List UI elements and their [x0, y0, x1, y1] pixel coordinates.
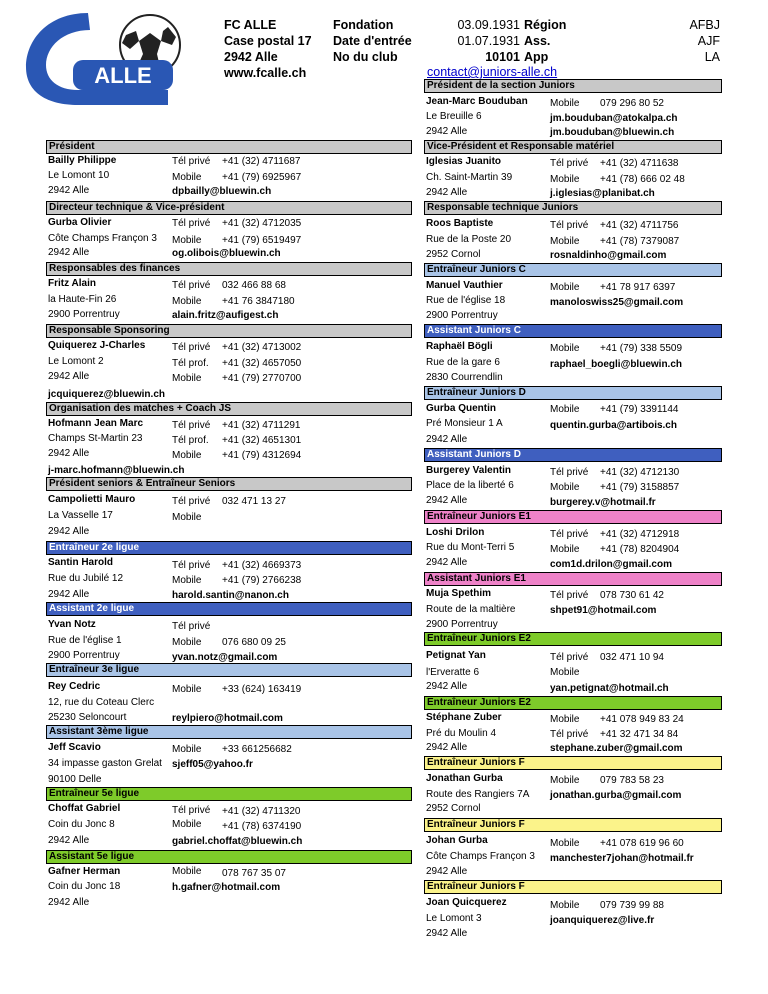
seniors-tel: 032 471 13 27	[222, 496, 286, 507]
ent-f3-street: Le Lomont 3	[426, 913, 482, 924]
logo-text: ALLE	[94, 63, 152, 88]
pres-juniors-email2[interactable]: jm.bouduban@bluewin.ch	[550, 127, 675, 138]
ass-d-mob-label: Mobile	[550, 482, 580, 493]
ent-c-street: Rue de l'église 18	[426, 295, 506, 306]
a5ligue-street: Coin du Jonc 18	[48, 881, 121, 892]
e5ligue-street: Coin du Jonc 8	[48, 819, 115, 830]
e5ligue-city: 2942 Alle	[48, 835, 90, 846]
directeur-email[interactable]: og.olibois@bluewin.ch	[172, 248, 281, 259]
sponsoring-name: Quiquerez J-Charles	[48, 340, 146, 351]
finances-name: Fritz Alain	[48, 278, 96, 289]
a3ligue-name: Jeff Scavio	[48, 742, 101, 753]
resp-tech-email[interactable]: rosnaldinho@gmail.com	[550, 250, 667, 261]
pres-juniors-city: 2942 Alle	[426, 126, 468, 137]
ent-f1-street: Route des Rangiers 7A	[426, 789, 530, 800]
ass-d-mob: +41 (79) 3158857	[600, 482, 680, 493]
ent-e2b-tel-label: Tél privé	[550, 729, 589, 740]
ent-f3-email[interactable]: joanquiquerez@live.fr	[550, 915, 655, 926]
a2ligue-street: Rue de l'église 1	[48, 635, 122, 646]
a5ligue-email[interactable]: h.gafner@hotmail.com	[172, 882, 281, 893]
e3ligue-mob: +33 (624) 163419	[222, 684, 302, 695]
a5ligue-city: 2942 Alle	[48, 897, 90, 908]
resp-tech-tel: +41 (32) 4711756	[600, 220, 679, 231]
ass-d-tel-label: Tél privé	[550, 467, 589, 478]
ent-e2b-tel: +41 32 471 34 84	[600, 729, 679, 740]
e3ligue-city: 25230 Seloncourt	[48, 712, 127, 723]
e2ligue-email[interactable]: harold.santin@nanon.ch	[172, 590, 289, 601]
pres-juniors-name: Jean-Marc Bouduban	[426, 96, 528, 107]
a3ligue-street: 34 impasse gaston Grelat	[48, 758, 162, 769]
section-pres-juniors: Président de la section Juniors	[424, 79, 722, 93]
ent-c-name: Manuel Vauthier	[426, 280, 503, 291]
e5ligue-tel-label: Tél privé	[172, 805, 211, 816]
section-president: Président	[46, 140, 412, 154]
ent-f1-email[interactable]: jonathan.gurba@gmail.com	[550, 790, 682, 801]
ent-e2a-mob-label: Mobile	[550, 667, 580, 678]
sponsoring-mob: +41 (79) 2770700	[222, 373, 302, 384]
ent-f1-city: 2952 Cornol	[426, 803, 481, 814]
vice-pres-tel: +41 (32) 4711638	[600, 158, 679, 169]
ass-c-email[interactable]: raphael_boegli@bluewin.ch	[550, 359, 682, 370]
ent-d-city: 2942 Alle	[426, 434, 468, 445]
ent-c-mob: +41 78 917 6397	[600, 282, 676, 293]
vice-pres-mob: +41 (78) 666 02 48	[600, 174, 685, 185]
value-fondation: 03.09.1931	[457, 18, 520, 32]
value-no-club: 10101	[485, 50, 520, 64]
seniors-mob-label: Mobile	[172, 512, 202, 523]
a2ligue-mob: 076 680 09 25	[222, 637, 286, 648]
ent-c-email[interactable]: manoloswiss25@gmail.com	[550, 297, 684, 308]
section-resp-tech: Responsable technique Juniors	[424, 201, 722, 215]
president-email[interactable]: dpbailly@bluewin.ch	[172, 186, 272, 197]
ent-f2-street: Côte Champs Françon 3	[426, 851, 535, 862]
a5ligue-mob: 078 767 35 07	[222, 868, 286, 879]
ent-f2-email[interactable]: manchester7johan@hotmail.fr	[550, 853, 694, 864]
ent-f1-mob-label: Mobile	[550, 775, 580, 786]
ent-f3-name: Joan Quicquerez	[426, 897, 507, 908]
ass-e1-email[interactable]: shpet91@hotmail.com	[550, 605, 657, 616]
organisation-email[interactable]: j-marc.hofmann@bluewin.ch	[48, 465, 185, 476]
section-organisation: Organisation des matches + Coach JS	[46, 402, 412, 416]
e2ligue-tel-label: Tél privé	[172, 560, 211, 571]
sponsoring-tel: +41 (32) 4713002	[222, 342, 302, 353]
ent-e2a-tel-label: Tél privé	[550, 652, 589, 663]
e2ligue-mob-label: Mobile	[172, 575, 202, 586]
seniors-street: La Vasselle 17	[48, 510, 113, 521]
e2ligue-name: Santin Harold	[48, 557, 114, 568]
e3ligue-email[interactable]: reylpiero@hotmail.com	[172, 713, 283, 724]
ent-e1-tel: +41 (32) 4712918	[600, 529, 680, 540]
e5ligue-tel: +41 (32) 4711320	[222, 806, 301, 817]
organisation-name: Hofmann Jean Marc	[48, 418, 144, 429]
ent-c-mob-label: Mobile	[550, 282, 580, 293]
club-city: 2942 Alle	[224, 50, 278, 64]
key-region: Région	[524, 18, 567, 32]
e2ligue-mob: +41 (79) 2766238	[222, 575, 302, 586]
organisation-mob: +41 (79) 4312694	[222, 450, 302, 461]
ent-f3-city: 2942 Alle	[426, 928, 468, 939]
seniors-city: 2942 Alle	[48, 526, 90, 537]
ent-e1-mob-label: Mobile	[550, 544, 580, 555]
section-ent-e1: Entraîneur Juniors E1	[424, 510, 722, 524]
ent-f2-city: 2942 Alle	[426, 866, 468, 877]
ent-f1-name: Jonathan Gurba	[426, 773, 503, 784]
ass-d-name: Burgerey Valentin	[426, 465, 512, 476]
ass-c-city: 2830 Courrendlin	[426, 372, 503, 383]
a3ligue-mob-label: Mobile	[172, 744, 202, 755]
a2ligue-name: Yvan Notz	[48, 619, 96, 630]
ent-d-street: Pré Monsieur 1 A	[426, 418, 503, 429]
club-web[interactable]: www.fcalle.ch	[224, 66, 307, 80]
pres-juniors-street: Le Breuille 6	[426, 111, 482, 122]
value-date-entree: 01.07.1931	[457, 34, 520, 48]
sponsoring-tel2: +41 (32) 4657050	[222, 358, 302, 369]
code-region: AFBJ	[689, 18, 720, 32]
pres-juniors-mob: 079 296 80 52	[600, 98, 664, 109]
ent-e2b-city: 2942 Alle	[426, 742, 468, 753]
ent-e2b-mob: +41 078 949 83 24	[600, 714, 684, 725]
ent-e2b-email[interactable]: stephane.zuber@gmail.com	[550, 743, 683, 754]
organisation-tel2-label: Tél prof.	[172, 435, 209, 446]
vice-pres-street: Ch. Saint-Martin 39	[426, 172, 513, 183]
section-a2ligue: Assistant 2e ligue	[46, 602, 412, 616]
president-tel-label: Tél privé	[172, 156, 211, 167]
organisation-tel2: +41 (32) 4651301	[222, 435, 302, 446]
section-ass-e1: Assistant Juniors E1	[424, 572, 722, 586]
section-ass-d: Assistant Juniors D	[424, 448, 722, 462]
section-directeur: Directeur technique & Vice-président	[46, 201, 412, 215]
section-ent-e2a: Entraîneur Juniors E2	[424, 632, 722, 646]
section-ass-c: Assistant Juniors C	[424, 324, 722, 338]
directeur-name: Gurba Olivier	[48, 217, 112, 228]
vice-pres-name: Iglesias Juanito	[426, 156, 502, 167]
ass-c-name: Raphaël Bögli	[426, 341, 493, 352]
e5ligue-name: Choffat Gabriel	[48, 803, 121, 814]
ent-f2-mob: +41 078 619 96 60	[600, 838, 684, 849]
ent-f2-mob-label: Mobile	[550, 838, 580, 849]
president-name: Bailly Philippe	[48, 155, 117, 166]
club-logo	[18, 5, 193, 111]
president-mob: +41 (79) 6925967	[222, 172, 302, 183]
ass-d-tel: +41 (32) 4712130	[600, 467, 680, 478]
ent-e1-street: Rue du Mont-Terri 5	[426, 542, 515, 553]
president-tel: +41 (32) 4711687	[222, 156, 301, 167]
ent-e1-mob: +41 (78) 8204904	[600, 544, 680, 555]
key-app: App	[524, 50, 549, 64]
president-city: 2942 Alle	[48, 185, 90, 196]
seniors-name: Campolietti Mauro	[48, 494, 136, 505]
ent-d-email[interactable]: quentin.gurba@artibois.ch	[550, 420, 677, 431]
ent-e2b-street: Pré du Moulin 4	[426, 728, 497, 739]
ent-e2a-city: 2942 Alle	[426, 681, 468, 692]
ent-e1-email[interactable]: com1d.drilon@gmail.com	[550, 559, 672, 570]
directeur-tel-label: Tél privé	[172, 218, 211, 229]
e3ligue-street: 12, rue du Coteau Clerc	[48, 697, 155, 708]
e5ligue-mob-label: Mobile	[172, 819, 202, 830]
section-e2ligue: Entraîneur 2e ligue	[46, 541, 412, 555]
section-ent-c: Entraîneur Juniors C	[424, 263, 722, 277]
a2ligue-tel-label: Tél privé	[172, 621, 211, 632]
finances-mob: +41 76 3847180	[222, 296, 295, 307]
label-date-entree: Date d'entrée	[333, 34, 412, 48]
ass-e1-name: Muja Spethim	[426, 588, 492, 599]
ent-e2b-name: Stéphane Zuber	[426, 712, 502, 723]
organisation-street: Champs St-Martin 23	[48, 433, 143, 444]
a3ligue-email[interactable]: sjeff05@yahoo.fr	[172, 759, 253, 770]
a2ligue-mob-label: Mobile	[172, 637, 202, 648]
e3ligue-name: Rey Cedric	[48, 681, 101, 692]
e2ligue-tel: +41 (32) 4669373	[222, 560, 302, 571]
president-street: Le Lomont 10	[48, 170, 110, 181]
section-vice-pres: Vice-Président et Responsable matériel	[424, 140, 722, 154]
seniors-tel-label: Tél privé	[172, 496, 211, 507]
vice-pres-mob-label: Mobile	[550, 174, 580, 185]
ass-e1-city: 2900 Porrentruy	[426, 619, 498, 630]
section-ent-e2b: Entraîneur Juniors E2	[424, 696, 722, 710]
ent-e2a-tel: 032 471 10 94	[600, 652, 664, 663]
resp-tech-name: Roos Baptiste	[426, 218, 494, 229]
finances-email[interactable]: alain.fritz@aufigest.ch	[172, 310, 279, 321]
ent-d-mob: +41 (79) 3391144	[600, 404, 679, 415]
organisation-tel-label: Tél privé	[172, 420, 211, 431]
ass-d-email[interactable]: burgerey.v@hotmail.fr	[550, 497, 656, 508]
sponsoring-tel2-label: Tél prof.	[172, 358, 209, 369]
section-a3ligue: Assistant 3ème ligue	[46, 725, 412, 739]
directeur-mob-label: Mobile	[172, 235, 202, 246]
a5ligue-mob-label: Mobile	[172, 866, 202, 877]
sponsoring-email[interactable]: jcquiquerez@bluewin.ch	[48, 389, 165, 400]
contact-email-link[interactable]: contact@juniors-alle.ch	[427, 65, 558, 79]
ent-e2a-name: Petignat Yan	[426, 650, 486, 661]
a5ligue-name: Gafner Herman	[48, 866, 121, 877]
directeur-street: Côte Champs Françon 3	[48, 233, 157, 244]
president-mob-label: Mobile	[172, 172, 202, 183]
club-address: Case postal 17	[224, 34, 312, 48]
section-ent-f2: Entraîneur Juniors F	[424, 818, 722, 832]
sponsoring-city: 2942 Alle	[48, 371, 90, 382]
pres-juniors-mob-label: Mobile	[550, 98, 580, 109]
ass-e1-tel-label: Tél privé	[550, 590, 589, 601]
ent-f1-mob: 079 783 58 23	[600, 775, 664, 786]
code-app: LA	[704, 50, 720, 64]
a3ligue-city: 90100 Delle	[48, 774, 102, 785]
a2ligue-email[interactable]: yvan.notz@gmail.com	[172, 652, 278, 663]
ass-c-street: Rue de la gare 6	[426, 357, 500, 368]
ent-d-name: Gurba Quentin	[426, 403, 496, 414]
organisation-mob-label: Mobile	[172, 450, 202, 461]
ent-c-city: 2900 Porrentruy	[426, 310, 498, 321]
ent-f2-name: Johan Gurba	[426, 835, 488, 846]
resp-tech-mob: +41 (78) 7379087	[600, 236, 680, 247]
directeur-mob: +41 (79) 6519497	[222, 235, 302, 246]
ent-e1-city: 2942 Alle	[426, 557, 468, 568]
section-ent-f3: Entraîneur Juniors F	[424, 880, 722, 894]
ass-c-mob: +41 (79) 338 5509	[600, 343, 683, 354]
e3ligue-mob-label: Mobile	[172, 684, 202, 695]
code-ass: AJF	[697, 34, 720, 48]
sponsoring-street: Le Lomont 2	[48, 356, 104, 367]
label-fondation: Fondation	[333, 18, 394, 32]
ent-e1-tel-label: Tél privé	[550, 529, 589, 540]
vice-pres-tel-label: Tél privé	[550, 158, 589, 169]
sponsoring-mob-label: Mobile	[172, 373, 202, 384]
e2ligue-street: Rue du Jubilé 12	[48, 573, 124, 584]
section-ent-f1: Entraîneur Juniors F	[424, 756, 722, 770]
section-a5ligue: Assistant 5e ligue	[46, 850, 412, 864]
e5ligue-email[interactable]: gabriel.choffat@bluewin.ch	[172, 836, 303, 847]
ent-e2a-street: l'Erveratte 6	[426, 667, 480, 678]
section-ent-d: Entraîneur Juniors D	[424, 386, 722, 400]
section-seniors: Président seniors & Entraîneur Seniors	[46, 477, 412, 491]
resp-tech-tel-label: Tél privé	[550, 220, 589, 231]
pres-juniors-email[interactable]: jm.bouduban@atokalpa.ch	[550, 113, 678, 124]
ass-e1-tel: 078 730 61 42	[600, 590, 664, 601]
ent-d-mob-label: Mobile	[550, 404, 580, 415]
organisation-city: 2942 Alle	[48, 448, 90, 459]
key-ass: Ass.	[524, 34, 551, 48]
directeur-tel: +41 (32) 4712035	[222, 218, 302, 229]
ass-c-mob-label: Mobile	[550, 343, 580, 354]
label-no-club: No du club	[333, 50, 398, 64]
ass-d-street: Place de la liberté 6	[426, 480, 514, 491]
a2ligue-city: 2900 Porrentruy	[48, 650, 120, 661]
finances-tel-label: Tél privé	[172, 280, 211, 291]
finances-mob-label: Mobile	[172, 296, 202, 307]
ass-e1-street: Route de la maltière	[426, 604, 516, 615]
finances-city: 2900 Porrentruy	[48, 309, 120, 320]
section-e3ligue: Entraîneur 3e ligue	[46, 663, 412, 677]
e2ligue-city: 2942 Alle	[48, 589, 90, 600]
sponsoring-tel-label: Tél privé	[172, 342, 211, 353]
ass-d-city: 2942 Alle	[426, 495, 468, 506]
resp-tech-mob-label: Mobile	[550, 236, 580, 247]
resp-tech-city: 2952 Cornol	[426, 249, 481, 260]
organisation-tel: +41 (32) 4711291	[222, 420, 301, 431]
directeur-city: 2942 Alle	[48, 247, 90, 258]
section-sponsoring: Responsable Sponsoring	[46, 324, 412, 338]
finances-tel: 032 466 88 68	[222, 280, 286, 291]
resp-tech-street: Rue de la Poste 20	[426, 234, 512, 245]
ent-e2b-mob-label: Mobile	[550, 714, 580, 725]
ent-f3-mob-label: Mobile	[550, 900, 580, 911]
ent-f3-mob: 079 739 99 88	[600, 900, 664, 911]
section-e5ligue: Entraîneur 5e ligue	[46, 787, 412, 801]
ent-e2a-email[interactable]: yan.petignat@hotmail.ch	[550, 683, 669, 694]
a3ligue-mob: +33 661256682	[222, 744, 292, 755]
ent-e1-name: Loshi Drilon	[426, 527, 485, 538]
section-finances: Responsables des finances	[46, 262, 412, 276]
finances-street: la Haute-Fin 26	[48, 294, 117, 305]
vice-pres-city: 2942 Alle	[426, 187, 468, 198]
vice-pres-email[interactable]: j.iglesias@planibat.ch	[550, 188, 655, 199]
e5ligue-mob: +41 (78) 6374190	[222, 821, 302, 832]
club-name: FC ALLE	[224, 18, 277, 32]
